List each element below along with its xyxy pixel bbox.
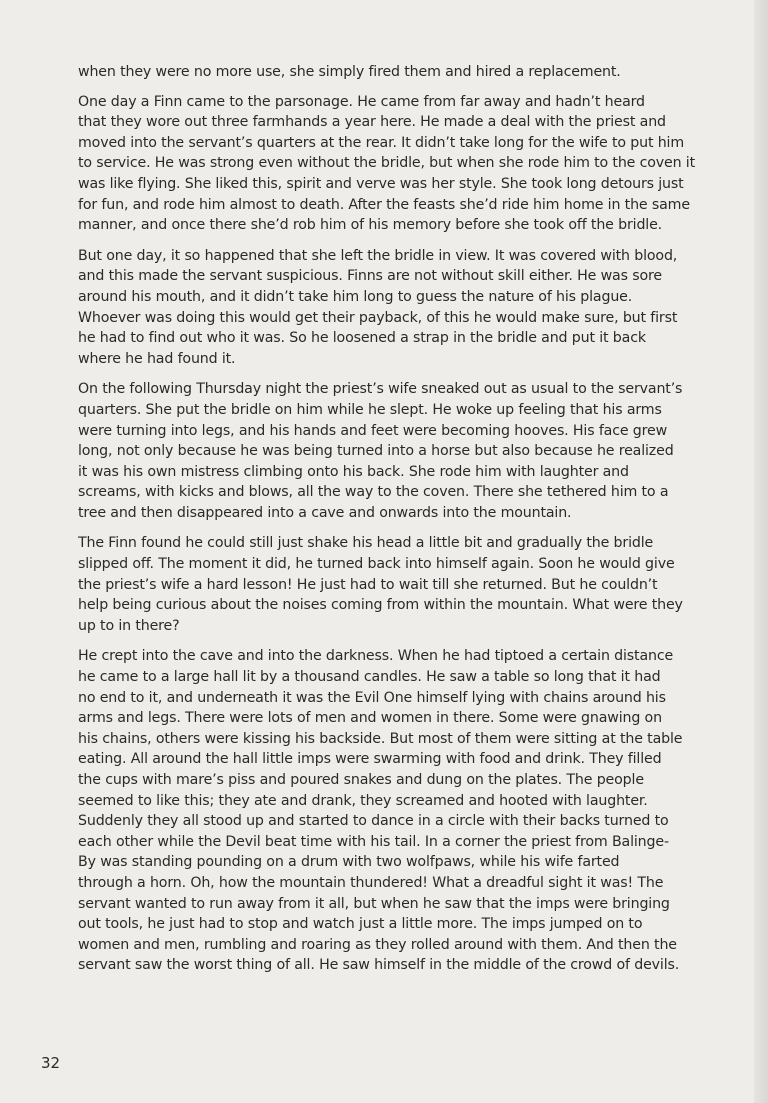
- text-line: arms and legs. There were lots of men and women in there. Some were gnawing on: [78, 710, 662, 727]
- text-line: servant wanted to run away from it all, but when he saw that the imps were bringing: [78, 895, 670, 912]
- text-line: out tools, he just had to stop and watch just a little more. The imps jumped on to: [78, 916, 643, 933]
- text-line: the priest’s wife a hard lesson! He just had to wait till she returned. But he couldn’t: [78, 576, 658, 593]
- text-line: through a horn. Oh, how the mountain thundered! What a dreadful sight it was! The: [78, 874, 664, 891]
- paragraph: [78, 379, 724, 523]
- page-number: 32: [41, 1054, 61, 1072]
- text-line: that they wore out three farmhands a year here. He made a deal with the priest and: [78, 114, 666, 131]
- text-line: were turning into legs, and his hands and feet were becoming hooves. His face grew: [78, 422, 668, 439]
- text-line: But one day, it so happened that she left the bridle in view. It was covered with blood,: [78, 247, 678, 264]
- text-line: tree and then disappeared into a cave and onwards into the mountain.: [78, 504, 572, 521]
- text-line: eating. All around the hall little imps were swarming with food and drink. They filled: [78, 751, 662, 768]
- text-line: help being curious about the noises coming from within the mountain. What were they: [78, 597, 683, 614]
- text-line: to service. He was strong even without the bridle, but when she rode him to the coven it: [78, 155, 696, 172]
- text-line: was like flying. She liked this, spirit and verve was her style. She took long detours just: [78, 175, 684, 192]
- paragraph: [78, 533, 724, 636]
- text-line: Suddenly they all stood up and started to dance in a circle with their backs turned to: [78, 813, 669, 830]
- text-line: moved into the servant’s quarters at the rear. It didn’t take long for the wife to put him: [78, 134, 685, 151]
- text-line: and this made the servant suspicious. Finns are not without skill either. He was sore: [78, 268, 662, 285]
- text-line: long, not only because he was being turned into a horse but also because he realized: [78, 443, 674, 460]
- text-line: servant saw the worst thing of all. He saw himself in the middle of the crowd of devils.: [78, 957, 680, 974]
- text-line: his chains, others were kissing his backside. But most of them were sitting at the table: [78, 730, 683, 747]
- page-edge: [754, 0, 768, 1103]
- text-line: up to in there?: [78, 617, 180, 634]
- text-line: women and men, rumbling and roaring as they rolled around with them. And then the: [78, 936, 677, 953]
- text-line: no end to it, and underneath it was the Evil One himself lying with chains around his: [78, 689, 666, 706]
- text-line: he had to find out who it was. So he loosened a strap in the bridle and put it back: [78, 330, 646, 347]
- paragraph: [78, 246, 724, 370]
- text-line: slipped off. The moment it did, he turned back into himself again. Soon he would give: [78, 556, 675, 573]
- text-line: the cups with mare’s piss and poured snakes and dung on the plates. The people: [78, 772, 644, 788]
- text-line: around his mouth, and it didn’t take him long to guess the nature of his plague.: [78, 288, 633, 305]
- text-line: it was his own mistress climbing onto his back. She rode him with laughter and: [78, 463, 629, 480]
- text-line: where he had found it.: [78, 350, 236, 367]
- text-line: screams, with kicks and blows, all the way to the coven. There she tethered him to a: [78, 484, 669, 501]
- paragraph: [78, 62, 724, 83]
- paragraph: [78, 92, 724, 236]
- text-line: One day a Finn came to the parsonage. He came from far away and hadn’t heard: [78, 93, 645, 110]
- text-line: he came to a large hall lit by a thousand candles. He saw a table so long that it had: [78, 669, 661, 686]
- text-line: On the following Thursday night the priest’s wife sneaked out as usual to the servant’s: [78, 381, 683, 398]
- text-line: quarters. She put the bridle on him while he slept. He woke up feeling that his arms: [78, 401, 662, 418]
- text-line: seemed to like this; they ate and drank, they screamed and hooted with laughter.: [78, 792, 648, 809]
- body-text: [78, 62, 724, 985]
- text-line: He crept into the cave and into the darkness. When he had tiptoed a certain distance: [78, 648, 674, 665]
- text-line: By was standing pounding on a drum with two wolfpaws, while his wife farted: [78, 854, 620, 871]
- text-line: for fun, and rode him almost to death. After the feasts she’d ride him home in the same: [78, 196, 690, 213]
- text-line: each other while the Devil beat time with his tail. In a corner the priest from Balinge-: [78, 833, 669, 850]
- text-line: when they were no more use, she simply fired them and hired a replacement.: [78, 64, 621, 80]
- text-line: The Finn found he could still just shake his head a little bit and gradually the bridle: [78, 535, 654, 552]
- paragraph: [78, 646, 724, 976]
- text-line: manner, and once there she’d rob him of his memory before she took off the bridle.: [78, 217, 663, 234]
- text-line: Whoever was doing this would get their payback, of this he would make sure, but first: [78, 309, 678, 326]
